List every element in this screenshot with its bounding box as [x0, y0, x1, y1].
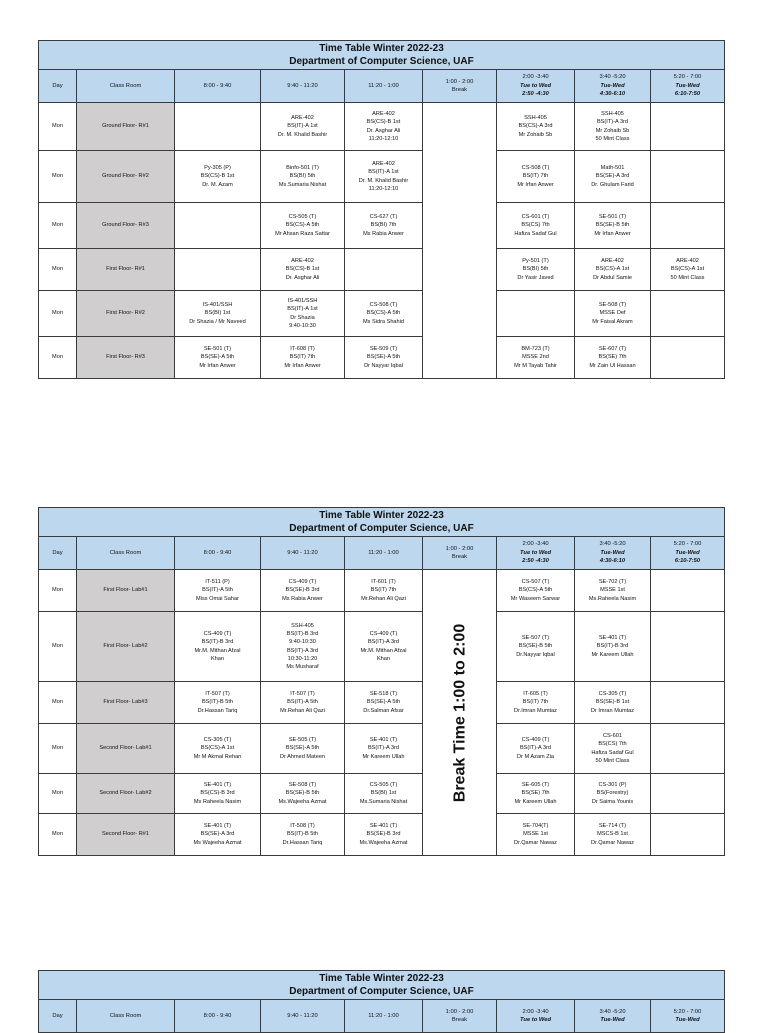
header-day: Day — [39, 537, 77, 570]
table-row — [39, 249, 725, 291]
slot-3-cell — [345, 249, 423, 291]
header-slot-3: 11:20 - 1:00 — [345, 1000, 423, 1033]
title-cell — [39, 41, 725, 70]
slot-1-cell: CS-409 (T) BS(IT)-B 3rd Mr.M. Mithan Afzal Khan — [175, 612, 261, 682]
table-row — [39, 774, 725, 814]
slot-4-cell: SE-507 (T) BS(SE)-B 5th Dr.Nayyar Iqbal — [497, 612, 575, 682]
slot-3-cell: CS-505 (T) BS(BI) 1st Ms.Sumaria Nishat — [345, 774, 423, 814]
header-break-time: 1:00 - 2:00 — [445, 78, 474, 85]
header-day: Day — [39, 1000, 77, 1033]
room-cell: Second Floor- Lab#1 — [77, 724, 175, 774]
slot-5-cell: SE-401 (T) BS(IT)-B 3rd Mr Kareem Ullah — [575, 612, 651, 682]
day-cell: Mon — [39, 814, 77, 856]
title-row — [39, 508, 725, 537]
header-slot-6-days: Tue-Wed — [675, 549, 700, 556]
header-slot-1: 8:00 - 9:40 — [175, 537, 261, 570]
slot-5-cell: CS-301 (P) BS(Forestry) Dr Saima Younis — [575, 774, 651, 814]
header-break — [423, 537, 497, 570]
title-line-1: Time Table Winter 2022-23 — [319, 42, 444, 54]
slot-2-cell: IS-401/SSH BS(IT)-A 1st Dr Shazia 9:40-10:30 — [261, 291, 345, 337]
day-cell: Mon — [39, 682, 77, 724]
header-slot-1: 8:00 - 9:40 — [175, 1000, 261, 1033]
slot-5-cell: CS-601 BS(CS) 7th Hafiza Sadaf Gul 50 Mint Class — [575, 724, 651, 774]
room-cell: Ground Floor- R#2 — [77, 151, 175, 203]
header-slot-6 — [651, 70, 725, 103]
header-slot-2: 9:40 - 11:20 — [261, 1000, 345, 1033]
slot-4-cell: SE-605 (T) BS(SE) 7th Mr Kareem Ullah — [497, 774, 575, 814]
day-cell: Mon — [39, 103, 77, 151]
header-slot-6-days: Tue-Wed — [675, 82, 700, 89]
header-break-label: Break — [451, 1017, 468, 1023]
table-row — [39, 682, 725, 724]
slot-4-cell: CS-508 (T) BS(IT) 7th Mr Irfan Anwer — [497, 151, 575, 203]
slot-3-cell: ARE-402 BS(CS)-B 1st Dr. Asghar Ali 11:20-12:10 — [345, 103, 423, 151]
slot-6-cell: ARE-402 BS(CS)-A 1st 50 Mint Class — [651, 249, 725, 291]
room-cell: First Floor- Lab#1 — [77, 570, 175, 612]
header-slot-2: 9:40 - 11:20 — [261, 537, 345, 570]
header-slot-6 — [651, 1000, 725, 1033]
header-break-label: Break — [451, 554, 468, 560]
slot-4-cell: Py-501 (T) BS(BI) 5th Dr Yasir Javed — [497, 249, 575, 291]
header-slot-1: 8:00 - 9:40 — [175, 70, 261, 103]
break-column — [423, 103, 497, 379]
slot-2-cell: CS-505 (T) BS(CS)-A 5th Mr Ahsan Raza Sattar — [261, 203, 345, 249]
header-slot-4-days: Tue to Wed — [519, 1017, 552, 1023]
break-vertical-label: Break Time 1:00 to 2:00 — [450, 623, 468, 802]
room-cell: First Floor- R#1 — [77, 249, 175, 291]
room-cell: First Floor- Lab#3 — [77, 682, 175, 724]
header-slot-5-days: Tue-Wed — [600, 82, 625, 89]
header-slot-6-days: Tue-Wed — [675, 1017, 700, 1023]
slot-6-cell — [651, 291, 725, 337]
header-slot-2: 9:40 - 11:20 — [261, 70, 345, 103]
header-row — [39, 537, 725, 570]
room-cell: First Floor- R#3 — [77, 337, 175, 379]
slot-5-cell: ARE-402 BS(CS)-A 1st Dr Abdul Samie — [575, 249, 651, 291]
slot-5-cell: SE-607 (T) BS(SE) 7th Mr Zain Ul Hassan — [575, 337, 651, 379]
slot-3-cell: ARE-402 BS(IT)-A 1st Dr. M. Khalid Bashir 11:20-12:10 — [345, 151, 423, 203]
title-line-2: Department of Computer Science, UAF — [289, 523, 474, 534]
break-column — [423, 570, 497, 856]
slot-4-cell: BM-723 (T) MSSE 2nd Mr M Tayab Tahir — [497, 337, 575, 379]
title-line-1: Time Table Winter 2022-23 — [319, 972, 444, 984]
header-break-label: Break — [451, 87, 468, 93]
slot-3-cell: CS-508 (T) BS(CS)-A 5th Ms Sidra Shahid — [345, 291, 423, 337]
table-row — [39, 203, 725, 249]
slot-5-cell: SE-702 (T) MSSE 1st Ms.Raheela Nasim — [575, 570, 651, 612]
header-slot-6-alt: 6:10-7:50 — [674, 558, 701, 565]
slot-2-cell: Binfo-501 (T) BS(BI) 5th Ms.Sumaria Nishat — [261, 151, 345, 203]
table-row — [39, 151, 725, 203]
day-cell: Mon — [39, 151, 77, 203]
slot-4-cell: IT-605 (T) BS(IT) 7th Dr.Imran Mumtaz — [497, 682, 575, 724]
table-row — [39, 291, 725, 337]
slot-5-cell: SE-714 (T) MSCS-B 1st Dr.Qamar Nawaz — [575, 814, 651, 856]
header-slot-5-time: 3:40 -5:20 — [599, 541, 626, 548]
title-cell — [39, 971, 725, 1000]
slot-5-cell: SE-508 (T) MSSE Def Mr Faisal Akram — [575, 291, 651, 337]
header-day: Day — [39, 70, 77, 103]
title-line-2: Department of Computer Science, UAF — [289, 56, 474, 67]
day-cell: Mon — [39, 724, 77, 774]
header-slot-5-time: 3:40 -5:20 — [599, 1008, 626, 1015]
slot-3-cell: CS-409 (T) BS(IT)-A 3rd Mr.M. Mithan Afzal Khan — [345, 612, 423, 682]
slot-5-cell: CS-305 (T) BS(SE)-B 1st Dr Imran Mumtaz — [575, 682, 651, 724]
header-row — [39, 1000, 725, 1033]
timetable-1-body — [39, 103, 725, 379]
table-row — [39, 337, 725, 379]
slot-6-cell — [651, 203, 725, 249]
slot-2-cell: IT-508 (T) BS(IT)-B 5th Dr.Hassan Tariq — [261, 814, 345, 856]
room-cell: Second Floor- R#1 — [77, 814, 175, 856]
header-slot-4-alt: 2:50 -4:30 — [522, 558, 549, 565]
room-cell: First Floor- R#2 — [77, 291, 175, 337]
slot-3-cell: IT-601 (T) BS(IT) 7th Mr.Rehan Ali Qazi — [345, 570, 423, 612]
slot-5-cell: Math-501 BS(SE)-A 3rd Dr. Ghulam Farid — [575, 151, 651, 203]
day-cell: Mon — [39, 249, 77, 291]
header-slot-5-alt: 4:30-6:10 — [599, 558, 626, 565]
room-cell: Second Floor- Lab#2 — [77, 774, 175, 814]
slot-2-cell: ARE-402 BS(IT)-A 1st Dr. M. Khalid Bashir — [261, 103, 345, 151]
slot-2-cell: SE-508 (T) BS(SE)-B 5th Ms.Wajeeha Azmat — [261, 774, 345, 814]
header-slot-4-days: Tue to Wed — [519, 82, 552, 89]
title-line-1: Time Table Winter 2022-23 — [319, 509, 444, 521]
slot-3-cell: SE-518 (T) BS(SE)-A 5th Dr.Salman Afsar — [345, 682, 423, 724]
title-cell — [39, 508, 725, 537]
header-break-time: 1:00 - 2:00 — [445, 545, 474, 552]
slot-6-cell — [651, 103, 725, 151]
slot-1-cell: CS-305 (T) BS(CS)-A 1st Mr M Akmal Rehan — [175, 724, 261, 774]
day-cell: Mon — [39, 612, 77, 682]
timetable-1 — [38, 40, 725, 379]
header-slot-5 — [575, 70, 651, 103]
slot-1-cell: SE-401 (T) BS(SE)-A 3rd Ms Wajeeha Azmat — [175, 814, 261, 856]
slot-2-cell: IT-507 (T) BS(IT)-A 5th Mr.Rehan Ali Qazi — [261, 682, 345, 724]
slot-6-cell — [651, 682, 725, 724]
header-room: Class Room — [77, 70, 175, 103]
slot-4-cell: CS-409 (T) BS(IT)-A 3rd Dr M Azam Zia — [497, 724, 575, 774]
timetable-2-body — [39, 570, 725, 856]
slot-2-cell: IT-608 (T) BS(IT) 7th Mr Irfan Anwer — [261, 337, 345, 379]
day-cell: Mon — [39, 570, 77, 612]
header-slot-4 — [497, 70, 575, 103]
header-slot-4-time: 2:00 -3:40 — [522, 74, 549, 81]
room-cell: Ground Floor- R#1 — [77, 103, 175, 151]
room-cell: Ground Floor- R#3 — [77, 203, 175, 249]
slot-3-cell: SE-509 (T) BS(SE)-A 5th Dr Nayyar Iqbal — [345, 337, 423, 379]
slot-6-cell — [651, 724, 725, 774]
header-break-time: 1:00 - 2:00 — [445, 1008, 474, 1015]
slot-2-cell: SE-505 (T) BS(SE)-A 5th Dr Ahmed Mateen — [261, 724, 345, 774]
slot-5-cell: SE-501 (T) BS(SE)-B 5th Mr Irfan Anwer — [575, 203, 651, 249]
day-cell: Mon — [39, 203, 77, 249]
slot-3-cell: CS-627 (T) BS(BI) 7th Ms Rabia Anwer — [345, 203, 423, 249]
slot-6-cell — [651, 151, 725, 203]
header-slot-6 — [651, 537, 725, 570]
table-row — [39, 103, 725, 151]
title-row — [39, 971, 725, 1000]
slot-1-cell: SE-501 (T) BS(SE)-A 5th Mr Irfan Anwer — [175, 337, 261, 379]
slot-6-cell — [651, 774, 725, 814]
header-slot-4-days: Tue to Wed — [519, 549, 552, 556]
header-slot-6-alt: 6:10-7:50 — [674, 91, 701, 98]
slot-3-cell: SE-401 (T) BS(SE)-B 3rd Ms.Wajeeha Azmat — [345, 814, 423, 856]
title-line-2: Department of Computer Science, UAF — [289, 986, 474, 997]
slot-6-cell — [651, 612, 725, 682]
table-row — [39, 814, 725, 856]
header-slot-5-time: 3:40 -5:20 — [599, 74, 626, 81]
table-row — [39, 724, 725, 774]
slot-4-cell — [497, 291, 575, 337]
slot-4-cell: SSH-405 BS(CS)-A 3rd Mr Zohaib Sb — [497, 103, 575, 151]
slot-2-cell: ARE-402 BS(CS)-B 1st Dr. Asghar Ali — [261, 249, 345, 291]
slot-1-cell — [175, 249, 261, 291]
header-break — [423, 1000, 497, 1033]
slot-6-cell — [651, 570, 725, 612]
header-slot-5 — [575, 1000, 651, 1033]
header-slot-4 — [497, 537, 575, 570]
header-slot-4-alt: 2:50 -4:30 — [522, 91, 549, 98]
header-slot-6-time: 5:20 - 7:00 — [673, 1008, 702, 1015]
slot-2-cell: CS-409 (T) BS(SE)-B 3rd Ms Rabia Anwer — [261, 570, 345, 612]
day-cell: Mon — [39, 774, 77, 814]
header-room: Class Room — [77, 537, 175, 570]
header-slot-5 — [575, 537, 651, 570]
header-room: Class Room — [77, 1000, 175, 1033]
day-cell: Mon — [39, 337, 77, 379]
slot-5-cell: SSH-405 BS(IT)-A 3rd Mr Zohaib Sb 50 Mint Class — [575, 103, 651, 151]
header-slot-4 — [497, 1000, 575, 1033]
slot-3-cell: SE-401 (T) BS(IT)-A 3rd Mr Kareem Ullah — [345, 724, 423, 774]
slot-1-cell: IS-401/SSH BS(BI) 1st Dr Shazia / Mr Naveed — [175, 291, 261, 337]
slot-4-cell: CS-507 (T) BS(CS)-A 5th Mr Waseem Sarwar — [497, 570, 575, 612]
header-slot-5-days: Tue-Wed — [600, 1017, 625, 1023]
title-row — [39, 41, 725, 70]
table-row — [39, 570, 725, 612]
slot-1-cell: SE-401 (T) BS(CS)-B 3rd Ms Raheela Nasim — [175, 774, 261, 814]
slot-1-cell: IT-511 (P) BS(IT)-A 5th Miss Omai Sahar — [175, 570, 261, 612]
header-slot-5-alt: 4:30-6:10 — [599, 91, 626, 98]
room-cell: First Floor- Lab#2 — [77, 612, 175, 682]
slot-2-cell: SSH-405 BS(IT)-B 3rd 9:40-10:30 BS(IT)-A 3rd 10:30-11:20 Ms Musharaf — [261, 612, 345, 682]
day-cell: Mon — [39, 291, 77, 337]
slot-6-cell — [651, 814, 725, 856]
slot-1-cell — [175, 103, 261, 151]
slot-4-cell: CS-601 (T) BS(CS) 7th Hafiza Sadaf Gul — [497, 203, 575, 249]
header-break — [423, 70, 497, 103]
header-slot-3: 11:20 - 1:00 — [345, 70, 423, 103]
header-slot-3: 11:20 - 1:00 — [345, 537, 423, 570]
header-slot-6-time: 5:20 - 7:00 — [673, 541, 702, 548]
header-slot-4-time: 2:00 -3:40 — [522, 541, 549, 548]
slot-1-cell: IT-507 (T) BS(IT)-B 5th Dr.Hassan Tariq — [175, 682, 261, 724]
slot-6-cell — [651, 337, 725, 379]
header-slot-5-days: Tue-Wed — [600, 549, 625, 556]
header-slot-6-time: 5:20 - 7:00 — [673, 74, 702, 81]
slot-4-cell: SE-704(T) MSSE 1st Dr.Qamar Nawaz — [497, 814, 575, 856]
slot-1-cell — [175, 203, 261, 249]
header-row — [39, 70, 725, 103]
table-row — [39, 612, 725, 682]
header-slot-4-time: 2:00 -3:40 — [522, 1008, 549, 1015]
timetable-2 — [38, 507, 725, 856]
slot-1-cell: Py-305 (P) BS(CS)-B 1st Dr. M. Azam — [175, 151, 261, 203]
